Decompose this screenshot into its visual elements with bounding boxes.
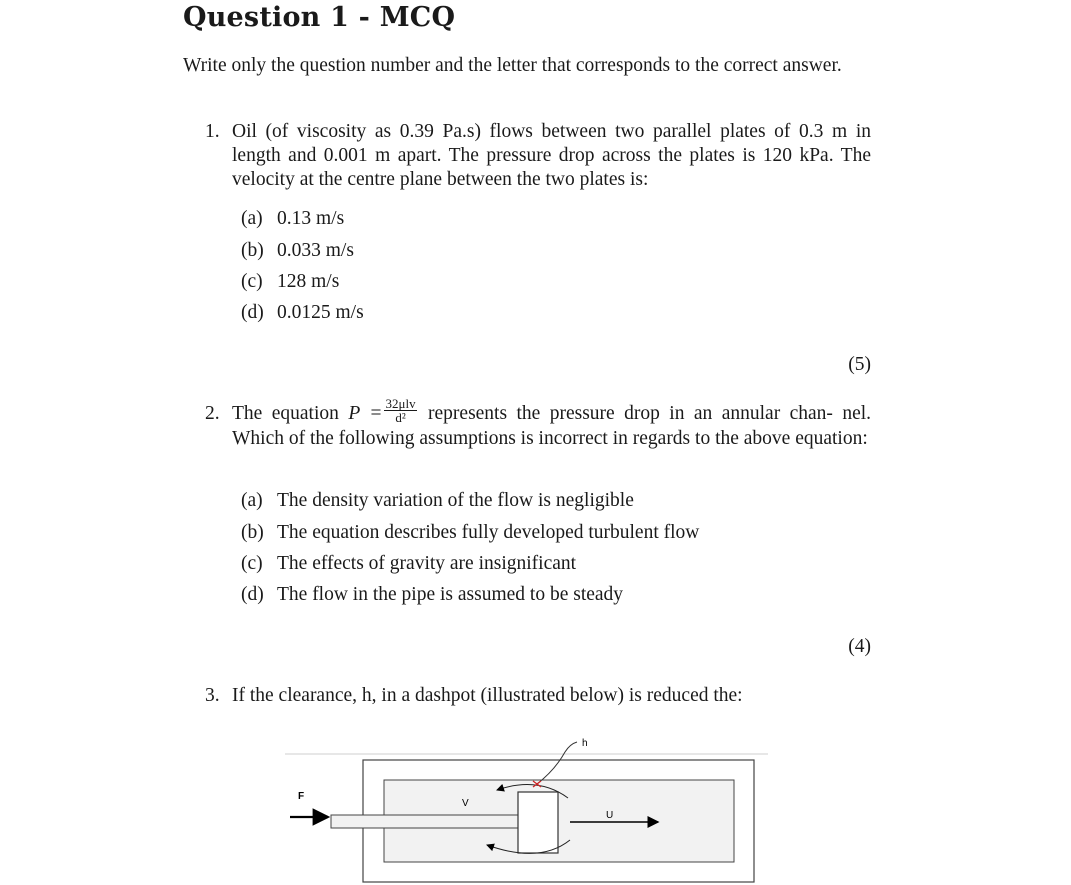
- option-letter: (a): [241, 490, 263, 511]
- question-number: 2.: [205, 403, 220, 424]
- text-after-equation: represents the pressure drop in an annular chan- nel. Which of the following assumptions is incorrect in regards to the above equation:: [232, 403, 872, 450]
- option-text: 0.13 m/s: [277, 208, 345, 229]
- piston-rod: [331, 815, 518, 828]
- marks-q2: (4): [848, 636, 871, 657]
- question-text: Oil (of viscosity as 0.39 Pa.s) flows between two parallel plates of 0.3 m in length and 0.001 m apart. The pressure drop across the plates is 120 kPa. The velocity at the centre plane between the two plates is:: [232, 121, 871, 190]
- label-f: F: [298, 791, 305, 802]
- question-text: If the clearance, h, in a dashpot (illustrated below) is reduced the:: [232, 685, 743, 706]
- equation-denominator: d²: [395, 410, 406, 426]
- option-letter: (c): [241, 271, 263, 292]
- question-number: 1.: [205, 121, 220, 142]
- option-letter: (a): [241, 208, 263, 229]
- option-letter: (d): [241, 584, 264, 605]
- page-title: Question 1 - MCQ: [183, 2, 456, 33]
- option-text: 0.033 m/s: [277, 240, 354, 261]
- equation-numerator: 32μlv: [385, 396, 416, 412]
- piston: [518, 792, 558, 853]
- option-letter: (c): [241, 553, 263, 574]
- option-text: The density variation of the flow is negligible: [277, 490, 634, 511]
- label-u: U: [606, 810, 614, 821]
- text-before-equation: The equation: [232, 403, 339, 424]
- option-text: 128 m/s: [277, 271, 340, 292]
- question-number: 3.: [205, 685, 220, 706]
- option-text: The flow in the pipe is assumed to be steady: [277, 584, 624, 605]
- option-text: The equation describes fully developed turbulent flow: [277, 522, 700, 543]
- option-text: The effects of gravity are insignificant: [277, 553, 577, 574]
- option-letter: (d): [241, 302, 264, 323]
- equation-lhs: P =: [348, 403, 383, 424]
- option-text: 0.0125 m/s: [277, 302, 364, 323]
- option-letter: (b): [241, 240, 264, 261]
- marks-q1: (5): [848, 354, 871, 375]
- label-h: h: [582, 738, 588, 749]
- label-v: V: [462, 798, 469, 809]
- option-letter: (b): [241, 522, 264, 543]
- instructions: Write only the question number and the letter that corresponds to the correct answer.: [183, 55, 842, 76]
